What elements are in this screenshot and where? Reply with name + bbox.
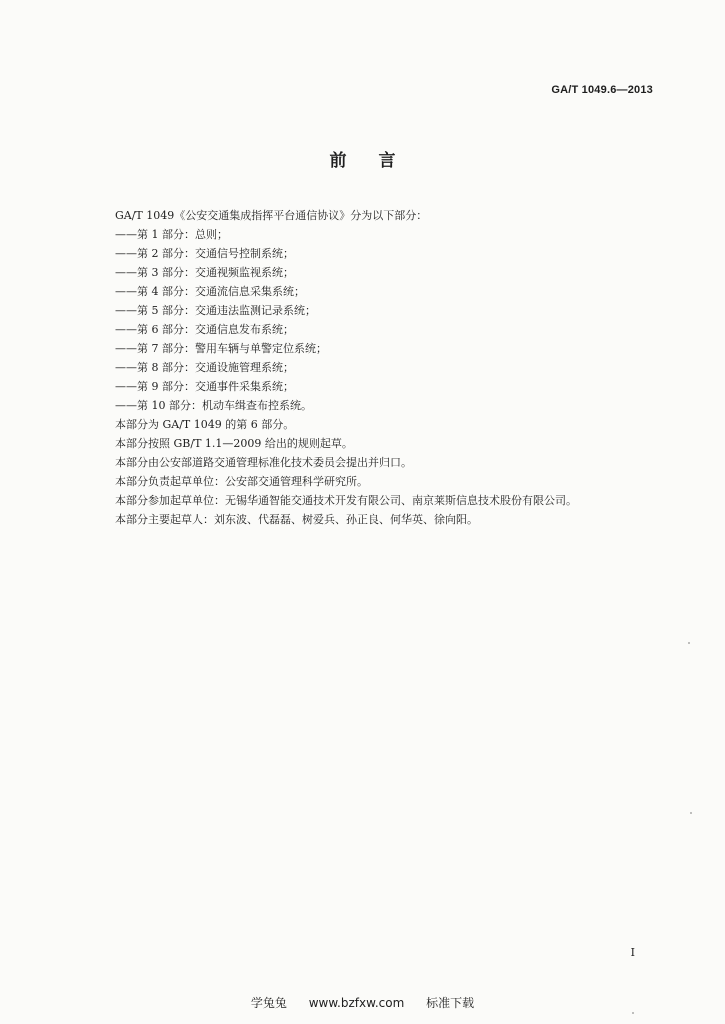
body-line: ——第 7 部分：警用车辆与单警定位系统； bbox=[115, 342, 327, 355]
body-line: ——第 2 部分：交通信号控制系统； bbox=[115, 247, 294, 260]
body-line: 本部分负责起草单位：公安部交通管理科学研究所。 bbox=[115, 475, 368, 488]
body-line: ——第 4 部分：交通流信息采集系统； bbox=[115, 285, 305, 298]
body-line: ——第 9 部分：交通事件采集系统； bbox=[115, 380, 294, 393]
footer-site-name: 学兔兔 bbox=[250, 996, 287, 1010]
scan-speck bbox=[632, 1012, 634, 1014]
body-line: ——第 5 部分：交通违法监测记录系统； bbox=[115, 304, 316, 317]
document-code: GA/T 1049.6—2013 bbox=[551, 84, 653, 96]
body-line: 本部分由公安部道路交通管理标准化技术委员会提出并归口。 bbox=[115, 456, 412, 469]
body-line: ——第 1 部分：总则； bbox=[115, 228, 228, 241]
scan-speck bbox=[690, 812, 692, 814]
body-line: 本部分按照 GB/T 1.1—2009 给出的规则起草。 bbox=[115, 437, 353, 450]
body-line: 本部分主要起草人：刘东波、代磊磊、树爱兵、孙正良、何华英、徐向阳。 bbox=[115, 513, 478, 526]
title-char-2: 言 bbox=[378, 151, 396, 171]
title-char-1: 前 bbox=[329, 151, 347, 171]
footer-tagline: 标准下载 bbox=[426, 996, 475, 1010]
body-line: GA/T 1049《公安交通集成指挥平台通信协议》分为以下部分： bbox=[115, 209, 428, 222]
footer-url: www.bzfxw.com bbox=[308, 996, 405, 1010]
body-line: ——第 8 部分：交通设施管理系统； bbox=[115, 361, 294, 374]
body-line: ——第 3 部分：交通视频监视系统； bbox=[115, 266, 294, 279]
page-title bbox=[0, 146, 725, 171]
body-line: ——第 6 部分：交通信息发布系统； bbox=[115, 323, 294, 336]
scan-speck bbox=[688, 642, 690, 644]
body-line: ——第 10 部分：机动车缉查布控系统。 bbox=[115, 399, 312, 412]
page-number: I bbox=[630, 946, 635, 959]
foreword-body bbox=[115, 206, 675, 529]
footer-watermark bbox=[0, 994, 725, 1011]
body-line: 本部分参加起草单位：无锡华通智能交通技术开发有限公司、南京莱斯信息技术股份有限公司。 bbox=[115, 494, 577, 507]
body-line: 本部分为 GA/T 1049 的第 6 部分。 bbox=[115, 418, 295, 431]
